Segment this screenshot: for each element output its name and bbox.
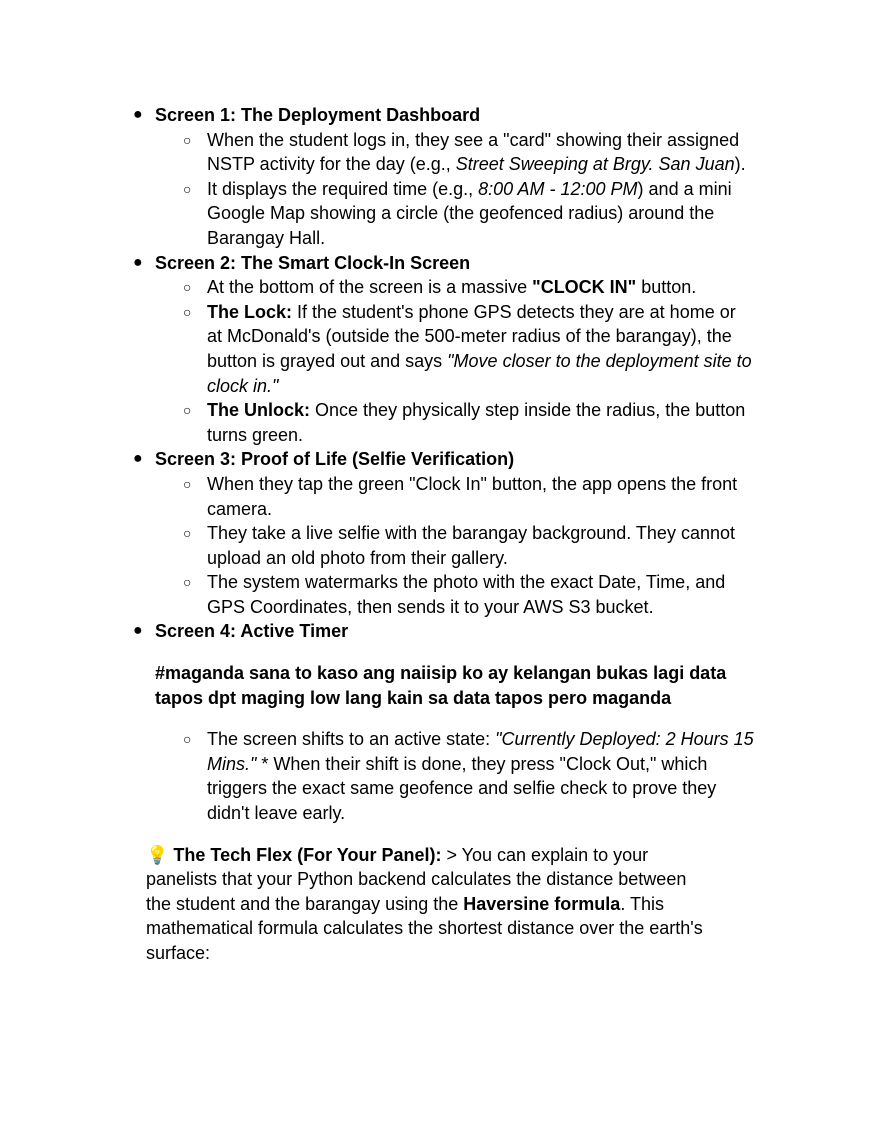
bold-text: Screen 1: The Deployment Dashboard bbox=[155, 105, 481, 125]
document-body bbox=[0, 103, 880, 966]
note-paragraph bbox=[0, 661, 880, 710]
text-line bbox=[0, 619, 880, 644]
text-line bbox=[0, 275, 880, 300]
text-run: the student and the barangay using the bbox=[146, 893, 464, 914]
sub-bullet-item bbox=[0, 177, 880, 251]
text-line bbox=[0, 497, 880, 522]
text-line bbox=[0, 300, 880, 325]
bullet-dot-icon: ● bbox=[133, 450, 143, 468]
bullet-circle-icon: ○ bbox=[183, 303, 192, 320]
sub-bullet-item bbox=[0, 472, 880, 521]
bold-text: The Tech Flex (For Your Panel): bbox=[173, 844, 442, 865]
text-line bbox=[0, 661, 880, 686]
text-run: upload an old photo from their gallery. bbox=[207, 547, 508, 568]
sub-bullet-item bbox=[0, 398, 880, 447]
text-run: > You can explain to your bbox=[441, 844, 649, 865]
text-run: surface: bbox=[146, 943, 211, 963]
bold-text: The Unlock: bbox=[207, 400, 311, 421]
bullet-circle-icon: ○ bbox=[183, 574, 192, 591]
text-line bbox=[0, 941, 880, 966]
text-run: When they tap the green "Clock In" button, the app opens the front bbox=[207, 473, 738, 494]
bullet-item bbox=[0, 251, 880, 276]
text-run: GPS Coordinates, then sends it to your AWS S3 bucket. bbox=[207, 596, 654, 617]
text-line bbox=[0, 916, 880, 941]
text-line bbox=[0, 843, 880, 868]
text-line bbox=[0, 867, 880, 892]
bullet-dot-icon: ● bbox=[133, 253, 143, 271]
text-line bbox=[0, 595, 880, 620]
text-run: 💡 bbox=[146, 844, 174, 865]
text-run: * When their shift is done, they press "Clock Out," which bbox=[256, 753, 708, 774]
text-line bbox=[0, 776, 880, 801]
text-run: . This bbox=[620, 893, 664, 914]
bold-text: Haversine formula bbox=[463, 893, 621, 914]
text-run: mathematical formula calculates the shortest distance over the earth's bbox=[146, 918, 703, 939]
text-run: ). bbox=[734, 154, 746, 175]
text-run: Google Map showing a circle (the geofenced radius) around the bbox=[207, 203, 715, 224]
text-run: The system watermarks the photo with the exact Date, Time, and bbox=[207, 572, 726, 593]
bullet-dot-icon: ● bbox=[133, 106, 143, 123]
text-line bbox=[0, 103, 880, 128]
text-run: When the student logs in, they see a "card" showing their assigned bbox=[207, 129, 740, 150]
bullet-circle-icon: ○ bbox=[183, 731, 192, 748]
text-line bbox=[0, 570, 880, 595]
bullet-circle-icon: ○ bbox=[183, 180, 192, 197]
text-line bbox=[0, 727, 880, 752]
paragraph bbox=[0, 843, 880, 966]
text-line bbox=[0, 201, 880, 226]
text-line bbox=[0, 226, 880, 251]
text-line bbox=[0, 398, 880, 423]
sub-bullet-item bbox=[0, 727, 880, 825]
text-line bbox=[0, 128, 880, 153]
bullet-circle-icon: ○ bbox=[183, 279, 192, 296]
text-line bbox=[0, 251, 880, 276]
bold-text: Screen 2: The Smart Clock-In Screen bbox=[155, 252, 471, 273]
text-run: The screen shifts to an active state: bbox=[207, 729, 496, 750]
text-line bbox=[0, 892, 880, 917]
text-run: turns green. bbox=[207, 424, 304, 445]
text-run: It displays the required time (e.g., bbox=[207, 178, 479, 199]
sub-bullet-item bbox=[0, 521, 880, 570]
text-line bbox=[0, 324, 880, 349]
text-line bbox=[0, 374, 880, 399]
text-run: At the bottom of the screen is a massive bbox=[207, 277, 533, 298]
text-line bbox=[0, 686, 880, 711]
text-line bbox=[0, 349, 880, 374]
italic-text: "Currently Deployed: 2 Hours 15 bbox=[495, 729, 754, 750]
text-line bbox=[0, 447, 880, 472]
text-run: They take a live selfie with the barangay background. They cannot bbox=[207, 523, 735, 544]
text-line bbox=[0, 423, 880, 448]
text-run: Barangay Hall. bbox=[207, 227, 326, 248]
text-run: triggers the exact same geofence and selfie check to prove they bbox=[207, 778, 717, 799]
bold-text: The Lock: bbox=[207, 301, 293, 322]
text-line bbox=[0, 546, 880, 571]
bullet-circle-icon: ○ bbox=[183, 525, 192, 542]
sub-bullet-item bbox=[0, 570, 880, 619]
italic-text: Street Sweeping at Brgy. San Juan bbox=[455, 154, 735, 175]
text-run: panelists that your Python backend calculates the distance between bbox=[146, 869, 687, 890]
sub-bullet-item bbox=[0, 275, 880, 300]
bullet-item bbox=[0, 103, 880, 128]
bold-text: Screen 4: Active Timer bbox=[155, 621, 349, 642]
italic-text: clock in." bbox=[207, 375, 279, 396]
text-line bbox=[0, 801, 880, 826]
text-run: button. bbox=[636, 277, 697, 298]
text-line bbox=[0, 752, 880, 777]
bullet-dot-icon: ● bbox=[133, 622, 143, 640]
text-line bbox=[0, 177, 880, 202]
sub-bullet-item bbox=[0, 300, 880, 398]
text-run: at McDonald's (outside the 500-meter radius of the barangay), the bbox=[207, 326, 732, 347]
italic-text: Mins." bbox=[207, 753, 257, 774]
text-run: NSTP activity for the day (e.g., bbox=[207, 154, 456, 175]
text-run: If the student's phone GPS detects they are at home or bbox=[292, 301, 736, 322]
bold-text: "CLOCK IN" bbox=[532, 277, 637, 298]
text-line bbox=[0, 521, 880, 546]
bullet-item bbox=[0, 447, 880, 472]
text-run: ) and a mini bbox=[637, 178, 732, 199]
bullet-item bbox=[0, 619, 880, 644]
italic-text: 8:00 AM - 12:00 PM bbox=[478, 178, 638, 199]
text-run: camera. bbox=[207, 498, 273, 519]
italic-text: "Move closer to the deployment site to bbox=[447, 350, 752, 371]
bullet-circle-icon: ○ bbox=[183, 475, 192, 492]
bold-text: Screen 3: Proof of Life (Selfie Verification) bbox=[155, 449, 515, 470]
bullet-circle-icon: ○ bbox=[183, 402, 192, 419]
bold-text: #maganda sana to kaso ang naiisip ko ay kelangan bukas lagi data bbox=[155, 663, 727, 684]
bullet-circle-icon: ○ bbox=[183, 131, 192, 148]
bold-text: tapos dpt maging low lang kain sa data tapos pero maganda bbox=[155, 687, 672, 708]
text-run: button is grayed out and says bbox=[207, 350, 448, 371]
text-run: Once they physically step inside the radius, the button bbox=[310, 400, 746, 421]
text-line bbox=[0, 472, 880, 497]
text-run: didn't leave early. bbox=[207, 803, 346, 824]
text-line bbox=[0, 152, 880, 177]
sub-bullet-item bbox=[0, 128, 880, 177]
